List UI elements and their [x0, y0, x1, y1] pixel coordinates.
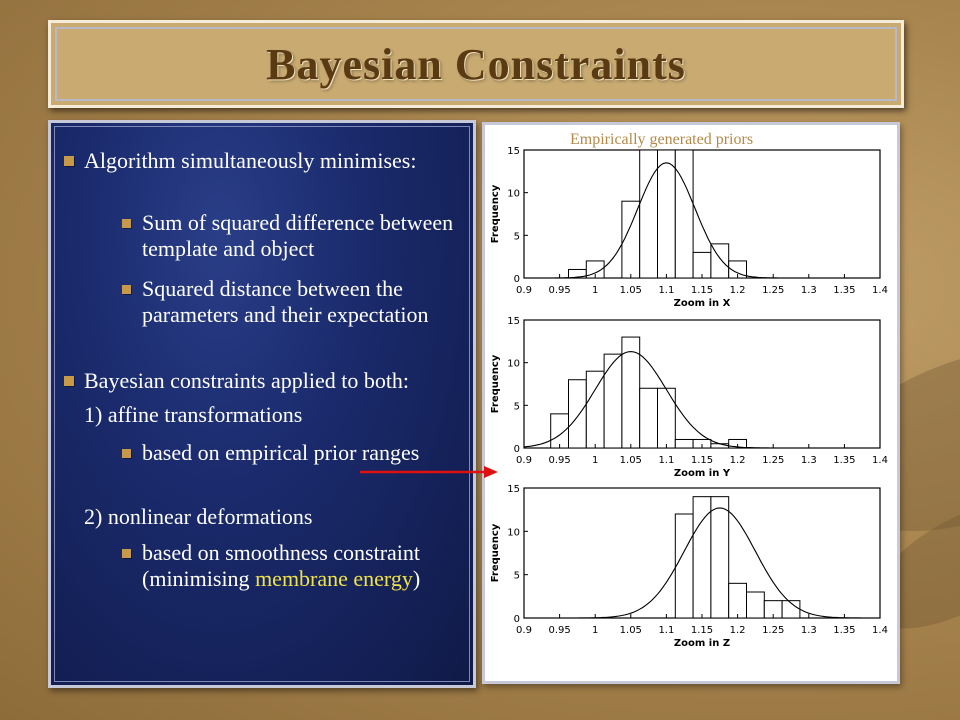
- y-tick-label: 15: [507, 316, 520, 327]
- bullet-text-part3: ): [412, 566, 421, 591]
- bullet-text: Algorithm simultaneously minimises:: [84, 148, 417, 173]
- x-tick-label: 1.05: [619, 285, 642, 296]
- x-tick-label: 1.1: [658, 285, 675, 296]
- histogram-bar: [729, 583, 747, 618]
- x-tick-label: 1.35: [833, 625, 856, 636]
- x-axis-label: Zoom in Z: [673, 638, 731, 649]
- bullet-text: Squared distance between the parameters and their expectation: [142, 276, 429, 327]
- figure-caption: Empirically generated priors: [570, 131, 754, 148]
- x-tick-label: 1.05: [619, 455, 642, 466]
- histogram-bar: [711, 444, 729, 448]
- numbered-text: 1) affine transformations: [84, 402, 303, 427]
- y-tick-label: 10: [507, 358, 520, 370]
- x-tick-label: 1.2: [729, 285, 746, 296]
- histogram-bar: [551, 414, 569, 448]
- x-tick-label: 1.15: [690, 625, 714, 636]
- y-axis-label: Frequency: [490, 184, 501, 244]
- x-tick-label: 1.4: [872, 285, 888, 296]
- x-tick-label: 1.3: [800, 455, 817, 466]
- y-tick-label: 15: [507, 146, 520, 157]
- y-tick-label: 10: [507, 527, 520, 539]
- x-tick-label: 1.4: [872, 455, 888, 466]
- y-tick-label: 0: [513, 614, 520, 625]
- x-tick-label: 1: [592, 285, 599, 296]
- x-tick-label: 0.95: [548, 285, 571, 296]
- y-tick-label: 5: [513, 570, 520, 582]
- y-axis-label: Frequency: [490, 354, 501, 414]
- x-tick-label: 1.3: [800, 625, 817, 636]
- x-tick-label: 1.2: [729, 455, 746, 466]
- histogram-bar: [693, 497, 711, 618]
- x-tick-label: 1.35: [833, 285, 856, 296]
- y-tick-label: 0: [513, 274, 520, 285]
- y-tick-label: 10: [507, 188, 520, 200]
- x-tick-label: 0.9: [516, 455, 532, 466]
- bullet-highlight-membrane-energy: membrane energy: [255, 566, 413, 591]
- bullet-text: based on empirical prior ranges: [142, 440, 420, 465]
- histogram-bar: [675, 439, 693, 448]
- x-tick-label: 0.95: [548, 455, 571, 466]
- y-tick-label: 5: [513, 401, 520, 413]
- y-tick-label: 15: [507, 484, 520, 495]
- histogram-bar: [711, 497, 729, 618]
- x-tick-label: 1: [592, 625, 599, 636]
- x-tick-label: 0.9: [516, 625, 532, 636]
- histogram-bar: [640, 388, 658, 448]
- histogram-bar: [747, 592, 765, 618]
- slide-title: Bayesian Constraints: [266, 40, 686, 89]
- x-tick-label: 1.25: [762, 455, 785, 466]
- x-tick-label: 1.4: [872, 625, 888, 636]
- y-tick-label: 0: [513, 444, 520, 455]
- x-tick-label: 1.1: [658, 455, 675, 466]
- x-tick-label: 1.1: [658, 625, 675, 636]
- histogram-bar: [569, 380, 587, 448]
- y-tick-label: 5: [513, 231, 520, 243]
- numbered-text: 2) nonlinear deformations: [84, 504, 313, 529]
- histogram-bar: [658, 150, 676, 278]
- histogram-bar: [604, 354, 622, 448]
- histogram-bar: [622, 337, 640, 448]
- x-axis-label: Zoom in Y: [673, 468, 731, 479]
- bullet-text: Sum of squared difference between template and object: [142, 210, 454, 261]
- bullet-text: Bayesian constraints applied to both:: [84, 368, 410, 393]
- x-tick-label: 1.25: [762, 285, 785, 296]
- y-axis-label: Frequency: [490, 523, 501, 583]
- histogram-bar: [675, 514, 693, 618]
- red-arrow-icon: [360, 462, 500, 482]
- histogram-bar: [658, 388, 676, 448]
- bullet-text-part1: based on smoothness constraint (minimising: [142, 540, 421, 591]
- x-tick-label: 1.2: [729, 625, 746, 636]
- x-tick-label: 1.3: [800, 285, 817, 296]
- histogram-bar: [640, 150, 658, 278]
- x-tick-label: 0.9: [516, 285, 532, 296]
- histogram-bar: [586, 371, 604, 448]
- x-tick-label: 0.95: [548, 625, 571, 636]
- x-tick-label: 1.15: [690, 455, 714, 466]
- histogram-bar: [675, 150, 693, 278]
- x-tick-label: 1: [592, 455, 599, 466]
- x-tick-label: 1.05: [619, 625, 642, 636]
- x-axis-label: Zoom in X: [673, 298, 731, 309]
- x-tick-label: 1.15: [690, 285, 714, 296]
- x-tick-label: 1.35: [833, 455, 856, 466]
- x-tick-label: 1.25: [762, 625, 785, 636]
